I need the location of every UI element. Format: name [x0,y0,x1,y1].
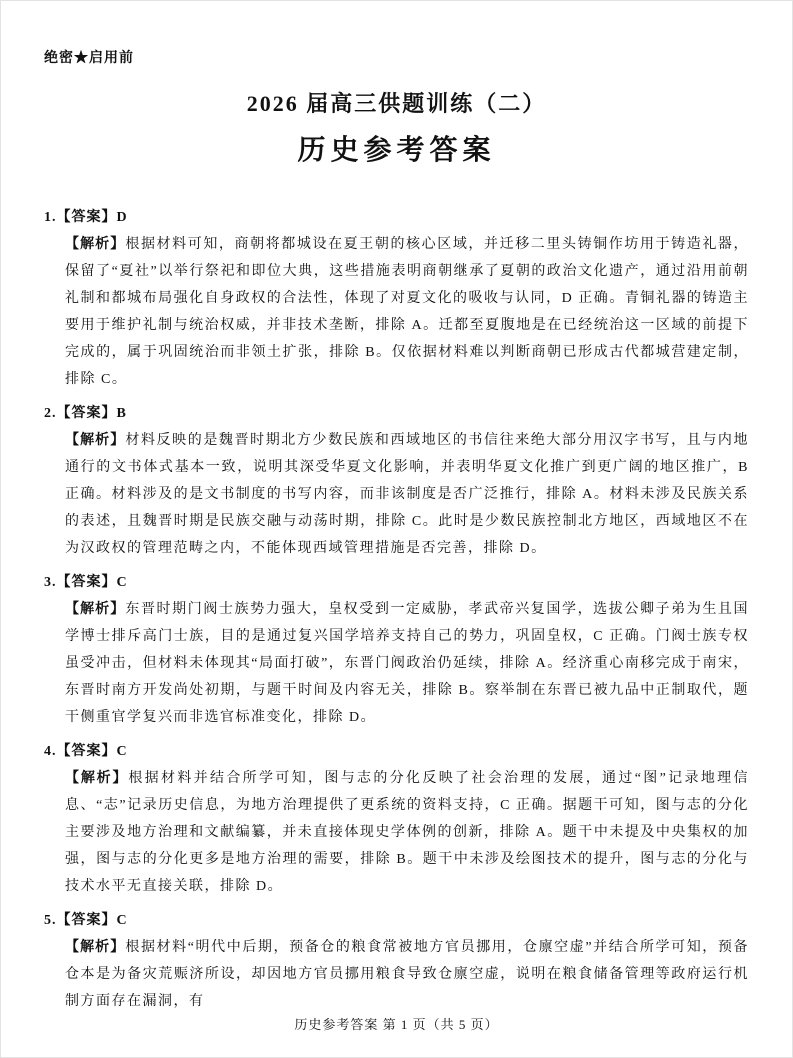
answer-choice: D [116,210,128,225]
analysis-label: 【解析】 [65,433,126,448]
analysis-label: 【解析】 [65,237,126,252]
analysis-label: 【解析】 [65,602,126,617]
answer-heading [44,204,749,231]
question-number: 4. [44,744,57,759]
page-footer: 历史参考答案 第 1 页（共 5 页） [294,1017,499,1032]
answer-choice: B [116,406,127,421]
question-number: 3. [44,575,57,590]
answer-item-3 [44,569,749,731]
analysis-label: 【解析】 [65,940,126,955]
analysis-text: 根据材料“明代中后期，预备仓的粮食常被地方官员挪用，仓廪空虚”并结合所学可知，预备仓本是为备灾荒赈济所设，却因地方官员挪用粮食导致仓廪空虚，说明在粮食储备管理等政府运行机制方面存在漏洞，有 [65,940,749,1009]
analysis-text: 材料反映的是魏晋时期北方少数民族和西域地区的书信往来绝大部分用汉字书写，且与内地通行的文书体式基本一致，说明其深受华夏文化影响，并表明华夏文化推广到更广阔的地区推广，B 正确。材料涉及的是文书制度的书写内容，而非该制度是否广泛推行，排除 A。材料未涉及民族关系的表述，且魏晋时期是民族交融与动荡时期，排除 C。此时是少数民族控制北方地区，西域地区不在为汉政权的管理范畴之内，不能体现西域管理措施是否完善，排除 D。 [65,433,750,556]
answer-label: 【答案】 [56,575,117,590]
answer-item-5 [44,907,749,1015]
answer-item-4 [44,738,749,900]
question-number: 2. [44,406,57,421]
analysis-paragraph [65,231,749,393]
analysis-paragraph [65,596,749,731]
analysis-text: 东晋时期门阀士族势力强大，皇权受到一定威胁，孝武帝兴复国学，选拔公卿子弟为生且国学博士排斥高门士族，目的是通过复兴国学培养支持自己的势力，巩固皇权，C 正确。门阀士族专权虽受冲击，但材料未体现其“局面打破”，东晋门阀政治仍延续，排除 A。经济重心南移完成于南宋，东晋时南方开发尚处初期，与题干时间及内容无关，排除 B。察举制在东晋已被九品中正制取代，题干侧重官学复兴而非选官标准变化，排除 D。 [65,602,750,725]
subject-title: 历史参考答案 [297,135,496,166]
analysis-paragraph [65,934,749,1015]
answer-label: 【答案】 [56,913,117,928]
answer-heading [44,738,749,765]
exam-title: 2026 届高三供题训练（二） [246,91,547,116]
question-number: 1. [44,210,57,225]
answer-heading [44,907,749,934]
answer-label: 【答案】 [56,406,117,421]
analysis-paragraph [65,427,749,562]
answer-choice: C [116,913,128,928]
answer-heading [44,569,749,596]
analysis-label: 【解析】 [65,771,129,786]
answer-label: 【答案】 [56,744,117,759]
classification-label: 绝密★启用前 [44,51,134,66]
answer-label: 【答案】 [56,210,117,225]
analysis-text: 根据材料可知，商朝将都城设在夏王朝的核心区域，并迁移二里头铸铜作坊用于铸造礼器，保留了“夏社”以举行祭祀和即位大典，这些措施表明商朝继承了夏朝的政治文化遗产，通过沿用前朝礼制和都城布局强化自身政权的合法性，体现了对夏文化的吸收与认同，D 正确。青铜礼器的铸造主要用于维护礼制与统治权威，并非技术垄断，排除 A。迁都至夏腹地是在已经统治这一区域的前提下完成的，属于巩固统治而非领土扩张，排除 B。仅依据材料难以判断商朝已形成古代都城营建定制，排除 C。 [65,237,750,387]
answers-list [44,204,749,1015]
analysis-text: 根据材料并结合所学可知，图与志的分化反映了社会治理的发展，通过“图”记录地理信息、“志”记录历史信息，为地方治理提供了更系统的资料支持，C 正确。据题干可知，图与志的分化主要涉及地方治理和文献编纂，并未直接体现史学体例的创新，排除 A。题干中未提及中央集权的加强，图与志的分化更多是地方治理的需要，排除 B。题干中未涉及绘图技术的提升，图与志的分化与技术水平无直接关联，排除 D。 [65,771,749,894]
answer-heading [44,400,749,427]
answer-item-2 [44,400,749,562]
answer-choice: C [116,744,128,759]
question-number: 5. [44,913,57,928]
answer-choice: C [116,575,128,590]
answer-item-1 [44,204,749,393]
analysis-paragraph [65,765,749,900]
